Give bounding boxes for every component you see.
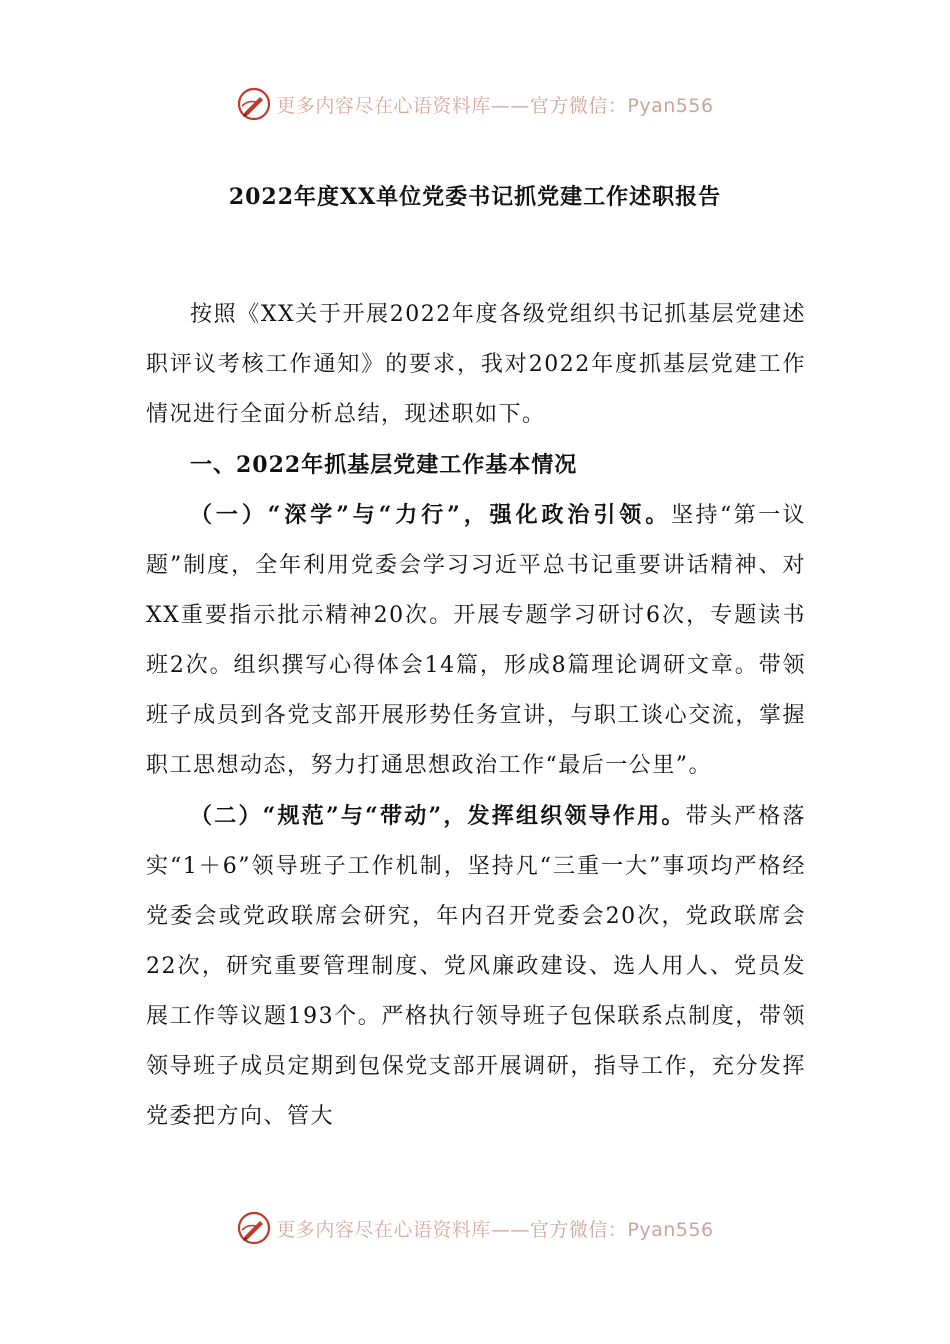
intro-paragraph: 按照《XX关于开展2022年度各级党组织书记抓基层党建述职评议考核工作通知》的要求，我对2022年度抓基层党建工作情况进行全面分析总结，现述职如下。 — [146, 302, 806, 427]
banner-dash: —— — [490, 1218, 530, 1241]
pen-logo-icon — [236, 86, 272, 122]
banner-main-text: 更多内容尽在心语资料库 — [276, 1218, 491, 1241]
item-1-text: 坚持“第一议题”制度，全年利用党委会学习习近平总书记重要讲话精神、对XX重要指示批示精神20次。开展专题学习研讨6次，专题读书班2次。组织撰写心得体会14篇，形成8篇理论调研文章。带领班子成员到各党支部开展形势任务宣讲，与职工谈心交流，掌握职工思想动态，努力打通思想政治工作“最后一公里”。 — [146, 503, 806, 778]
document-title: 2022年度XX单位党委书记抓党建工作述职报告 — [228, 184, 722, 210]
item-2-lead: （二）“规范”与“带动”，发挥组织领导作用。 — [190, 803, 686, 829]
item-1-paragraph — [146, 490, 806, 791]
banner-wechat-text: 官方微信：Pyan556 — [529, 94, 714, 117]
banner-main-text: 更多内容尽在心语资料库 — [276, 94, 491, 117]
item-1-lead: （一）“深学”与“力行”，强化政治引领。 — [190, 502, 672, 528]
section-heading-1: 一、2022年抓基层党建工作基本情况 — [190, 452, 578, 478]
item-2-text: 带头严格落实“1＋6”领导班子工作机制，坚持凡“三重一大”事项均严格经党委会或党政联席会研究，年内召开党委会20次，党政联席会22次，研究重要管理制度、党风廉政建设、选人用人、党员发展工作等议题193个。严格执行领导班子包保联系点制度，带领领导班子成员定期到包保党支部开展调研，指导工作，充分发挥党委把方向、管大 — [146, 804, 806, 1129]
banner-dash: —— — [490, 94, 530, 117]
footer-watermark-banner — [0, 1208, 950, 1248]
banner-text — [276, 1215, 713, 1242]
banner-wechat-text: 官方微信：Pyan556 — [529, 1218, 714, 1241]
item-2-paragraph — [146, 791, 806, 1142]
pen-logo-icon — [236, 1210, 272, 1246]
header-watermark-banner — [0, 84, 950, 124]
document-body — [146, 290, 806, 1142]
banner-text — [276, 91, 713, 118]
